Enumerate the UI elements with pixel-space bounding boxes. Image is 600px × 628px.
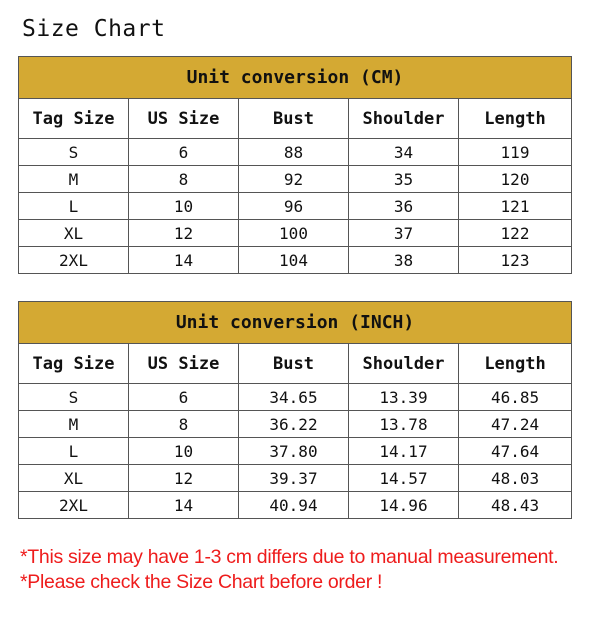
cell-tag-size: M <box>19 411 129 438</box>
cell-shoulder: 36 <box>349 193 459 220</box>
cell-length: 122 <box>459 220 572 247</box>
cell-bust: 36.22 <box>239 411 349 438</box>
page-title: Size Chart <box>22 16 166 42</box>
cell-shoulder: 14.96 <box>349 492 459 519</box>
cell-tag-size: L <box>19 193 129 220</box>
cell-tag-size: L <box>19 438 129 465</box>
table-row <box>19 166 572 193</box>
table-caption: Unit conversion (CM) <box>19 57 572 99</box>
cell-us-size: 6 <box>129 384 239 411</box>
size-table-inch <box>18 301 572 519</box>
cell-length: 48.03 <box>459 465 572 492</box>
cell-length: 47.24 <box>459 411 572 438</box>
cell-us-size: 14 <box>129 247 239 274</box>
cell-us-size: 12 <box>129 465 239 492</box>
cell-length: 123 <box>459 247 572 274</box>
cell-bust: 40.94 <box>239 492 349 519</box>
cell-shoulder: 38 <box>349 247 459 274</box>
cell-length: 121 <box>459 193 572 220</box>
cell-us-size: 12 <box>129 220 239 247</box>
cell-us-size: 14 <box>129 492 239 519</box>
cell-tag-size: 2XL <box>19 247 129 274</box>
cell-bust: 37.80 <box>239 438 349 465</box>
cell-tag-size: XL <box>19 220 129 247</box>
cell-tag-size: S <box>19 139 129 166</box>
header-length: Length <box>459 344 572 384</box>
cell-shoulder: 13.39 <box>349 384 459 411</box>
note-measurement: *This size may have 1-3 cm differs due to manual measurement. <box>20 546 559 568</box>
cell-length: 48.43 <box>459 492 572 519</box>
table-row <box>19 220 572 247</box>
cell-shoulder: 35 <box>349 166 459 193</box>
cell-us-size: 8 <box>129 166 239 193</box>
cell-shoulder: 34 <box>349 139 459 166</box>
table-row <box>19 193 572 220</box>
table-row <box>19 139 572 166</box>
cell-tag-size: M <box>19 166 129 193</box>
size-table-cm <box>18 56 572 274</box>
table-row <box>19 247 572 274</box>
table-row <box>19 465 572 492</box>
header-us-size: US Size <box>129 99 239 139</box>
header-shoulder: Shoulder <box>349 99 459 139</box>
header-bust: Bust <box>239 99 349 139</box>
table-row <box>19 492 572 519</box>
cell-us-size: 8 <box>129 411 239 438</box>
table-row <box>19 411 572 438</box>
cell-us-size: 10 <box>129 193 239 220</box>
cell-us-size: 6 <box>129 139 239 166</box>
cell-bust: 96 <box>239 193 349 220</box>
table-row <box>19 438 572 465</box>
cell-shoulder: 37 <box>349 220 459 247</box>
cell-tag-size: 2XL <box>19 492 129 519</box>
cell-us-size: 10 <box>129 438 239 465</box>
cell-length: 120 <box>459 166 572 193</box>
cell-length: 46.85 <box>459 384 572 411</box>
header-tag-size: Tag Size <box>19 99 129 139</box>
cell-shoulder: 14.17 <box>349 438 459 465</box>
notes <box>20 545 558 595</box>
table-caption: Unit conversion (INCH) <box>19 302 572 344</box>
cell-bust: 88 <box>239 139 349 166</box>
table-row <box>19 384 572 411</box>
cell-bust: 100 <box>239 220 349 247</box>
header-bust: Bust <box>239 344 349 384</box>
cell-bust: 34.65 <box>239 384 349 411</box>
cell-bust: 39.37 <box>239 465 349 492</box>
cell-tag-size: S <box>19 384 129 411</box>
cell-length: 119 <box>459 139 572 166</box>
header-us-size: US Size <box>129 344 239 384</box>
header-shoulder: Shoulder <box>349 344 459 384</box>
cell-tag-size: XL <box>19 465 129 492</box>
cell-bust: 92 <box>239 166 349 193</box>
cell-bust: 104 <box>239 247 349 274</box>
cell-shoulder: 13.78 <box>349 411 459 438</box>
header-length: Length <box>459 99 572 139</box>
cell-shoulder: 14.57 <box>349 465 459 492</box>
header-tag-size: Tag Size <box>19 344 129 384</box>
cell-length: 47.64 <box>459 438 572 465</box>
note-check-chart: *Please check the Size Chart before order ! <box>20 571 383 593</box>
